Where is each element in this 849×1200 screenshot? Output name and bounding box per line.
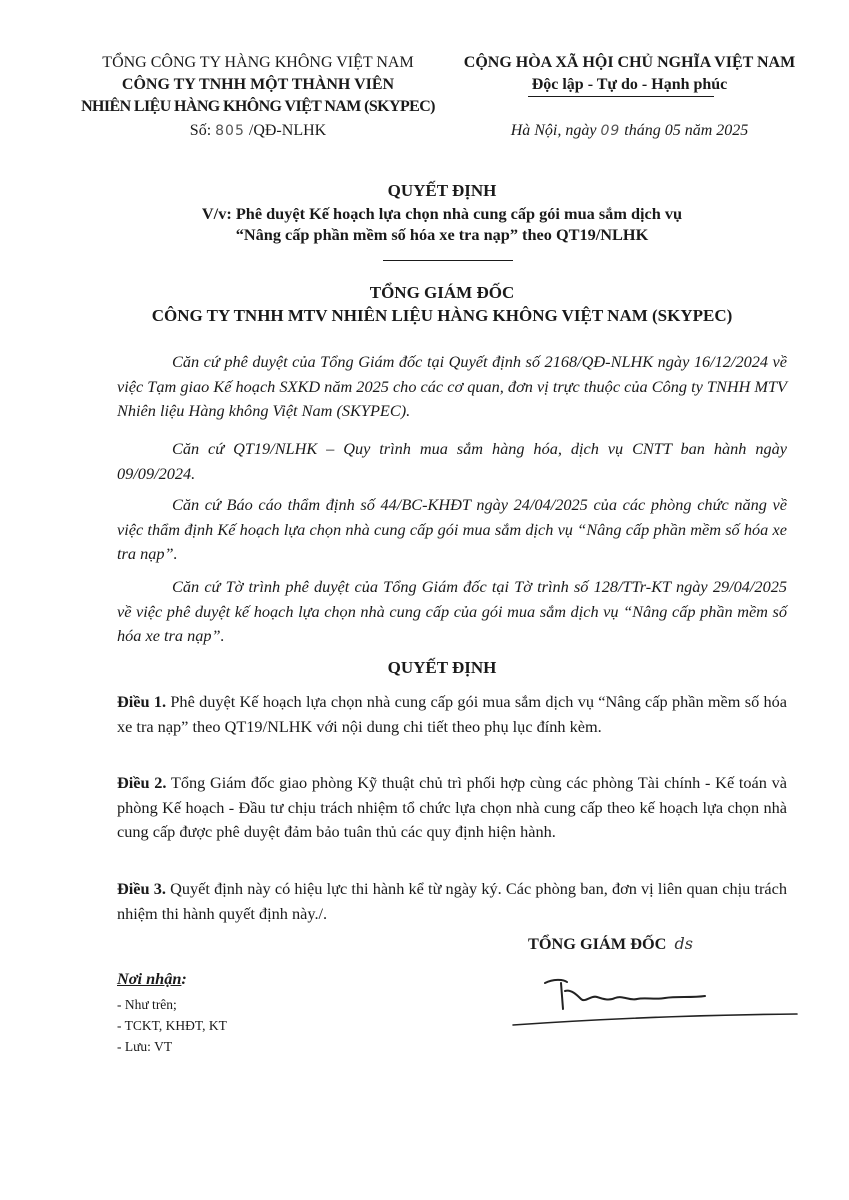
- recipients-heading-text: Nơi nhận: [117, 969, 182, 988]
- number-suffix: /QĐ-NLHK: [248, 122, 327, 139]
- recipient-item: - Lưu: VT: [117, 1039, 173, 1054]
- parent-company: TỔNG CÔNG TY HÀNG KHÔNG VIỆT NAM: [102, 54, 414, 71]
- decision-subject: [62, 203, 822, 245]
- decides-heading: QUYẾT ĐỊNH: [387, 658, 497, 677]
- date-prefix: Hà Nội, ngày: [510, 122, 597, 139]
- subject-underline: [383, 260, 513, 261]
- handwritten-signature-icon: [505, 965, 805, 1035]
- company-name-line1: CÔNG TY TNHH MỘT THÀNH VIÊN: [121, 76, 395, 93]
- legal-basis-2: Căn cứ QT19/NLHK – Quy trình mua sắm hàng hóa, dịch vụ CNTT ban hành ngày 09/09/2024.: [117, 439, 787, 483]
- article-3-text: Quyết định này có hiệu lực thi hành kể từ ngày ký. Các phòng ban, đơn vị liên quan chịu trách nhiệm thi hành quyết định này./.: [117, 879, 788, 923]
- article-2-label: Điều 2.: [117, 773, 167, 792]
- legal-basis-1: Căn cứ phê duyệt của Tổng Giám đốc tại Quyết định số 2168/QĐ-NLHK ngày 16/12/2024 về việc Tạm giao Kế hoạch SXKD năm 2025 cho các cơ quan, đơn vị trực thuộc của Công ty TNHH MTV Nhiên liệu Hàng không Việt Nam (SKYPEC).: [117, 352, 787, 420]
- recipient-item: - TCKT, KHĐT, KT: [117, 1018, 227, 1033]
- article-1-text: Phê duyệt Kế hoạch lựa chọn nhà cung cấp gói mua sắm dịch vụ “Nâng cấp phần mềm số hóa xe tra nạp” theo QT19/NLHK với nội dung chi tiết theo phụ lục đính kèm.: [117, 692, 788, 736]
- article-1: [117, 690, 787, 739]
- legal-basis-4: Căn cứ Tờ trình phê duyệt của Tổng Giám đốc tại Tờ trình số 128/TTr-KT ngày 29/04/2025 về việc phê duyệt kế hoạch lựa chọn nhà cung cấp của gói mua sắm dịch vụ “Nâng cấp phần mềm số hóa xe tra nạp”.: [117, 577, 787, 645]
- document-number: [62, 120, 454, 142]
- article-1-label: Điều 1.: [117, 692, 167, 711]
- header-left: [62, 52, 454, 142]
- article-2: [117, 771, 787, 845]
- subject-line-2: “Nâng cấp phần mềm số hóa xe tra nạp” theo QT19/NLHK: [235, 225, 649, 244]
- legal-basis-3: Căn cứ Báo cáo thẩm định số 44/BC-KHĐT ngày 24/04/2025 của các phòng chức năng về việc thẩm định Kế hoạch lựa chọn nhà cung cấp gói mua sắm dịch vụ “Nâng cấp phần mềm số hóa xe tra nạp”.: [117, 495, 787, 563]
- date-day-handwritten: 09: [600, 123, 621, 139]
- subject-line-1: V/v: Phê duyệt Kế hoạch lựa chọn nhà cung cấp gói mua sắm dịch vụ: [201, 204, 683, 223]
- issuer-title: TỔNG GIÁM ĐỐC: [369, 283, 515, 302]
- issuer-block: [62, 281, 822, 327]
- recipients-heading-colon: :: [181, 969, 187, 988]
- company-name-line2: NHIÊN LIỆU HÀNG KHÔNG VIỆT NAM (SKYPEC): [81, 98, 435, 115]
- article-3-label: Điều 3.: [117, 879, 166, 898]
- signature-initial: ds: [674, 934, 693, 953]
- recipient-list: [117, 994, 227, 1057]
- recipients-heading: [117, 968, 227, 990]
- article-3: [117, 877, 787, 926]
- number-handwritten: 805: [215, 123, 245, 139]
- date-suffix: tháng 05 năm 2025: [624, 122, 749, 139]
- national-title: CỘNG HÒA XÃ HỘI CHỦ NGHĨA VIỆT NAM: [463, 54, 796, 71]
- header-right: [438, 52, 821, 142]
- article-2-text: Tổng Giám đốc giao phòng Kỹ thuật chủ trì phối hợp cùng các phòng Tài chính - Kế toán và phòng Kế hoạch - Đầu tư chịu trách nhiệm tổ chức lựa chọn nhà cung cấp theo kế hoạch lựa chọn nhà cung cấp được phê duyệt đảm bảo tuân thủ các quy định hiện hành.: [117, 773, 787, 841]
- decision-title: QUYẾT ĐỊNH: [387, 181, 497, 200]
- issuer-company: CÔNG TY TNHH MTV NHIÊN LIỆU HÀNG KHÔNG VIỆT NAM (SKYPEC): [151, 306, 733, 325]
- motto-underline: [528, 96, 714, 97]
- signature-title: [528, 933, 693, 955]
- number-prefix: Số:: [189, 122, 212, 139]
- signature-title-text: TỔNG GIÁM ĐỐC: [528, 934, 667, 953]
- issue-date: [438, 120, 821, 142]
- recipient-item: - Như trên;: [117, 997, 177, 1012]
- recipients-block: [117, 968, 227, 1057]
- national-motto: Độc lập - Tự do - Hạnh phúc: [531, 76, 728, 93]
